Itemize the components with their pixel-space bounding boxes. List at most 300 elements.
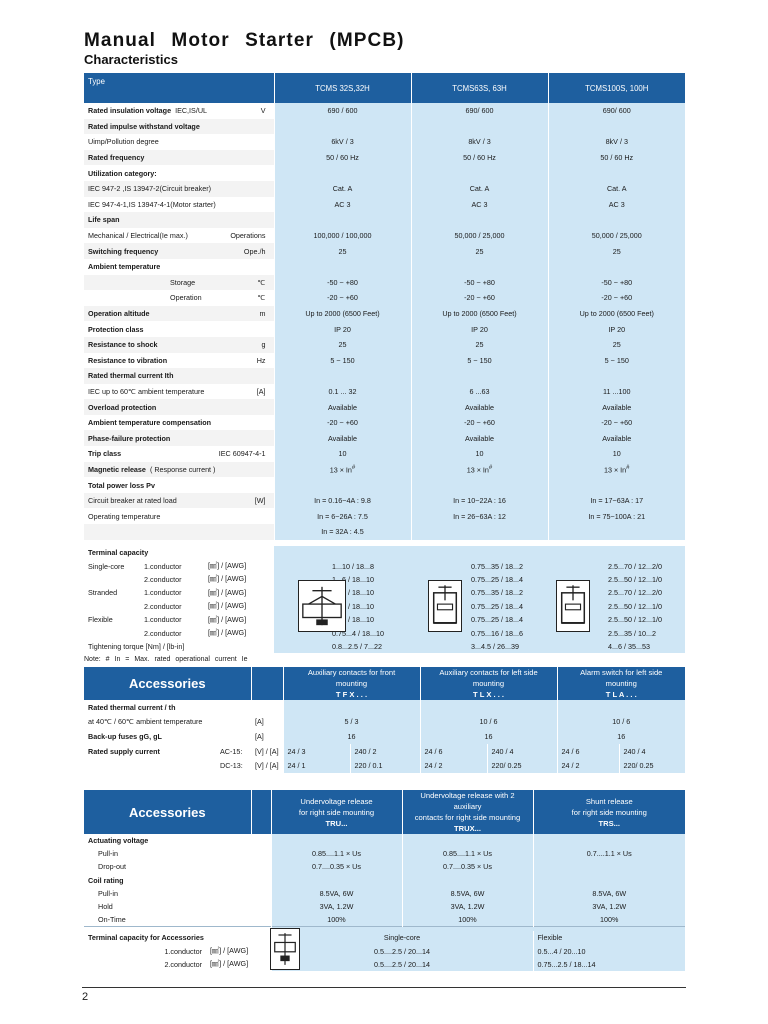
accessory-code: TRS... <box>598 818 621 828</box>
row-label <box>84 508 274 524</box>
value-cell <box>548 306 685 322</box>
group-label: Single-core <box>84 559 142 572</box>
row-label <box>84 197 274 213</box>
row-label: Pull-in <box>84 847 271 860</box>
value-cell: 0.5....2.5 / 20...14 <box>271 945 533 958</box>
accessory-code: T L X . . . <box>472 690 505 699</box>
value-cell: 2.5...50 / 12...1/0 <box>548 573 685 586</box>
table-row <box>84 446 685 462</box>
row-label <box>84 524 274 540</box>
value-cell: 0.7....0.35 × Us <box>271 860 402 873</box>
accessories-table-1 <box>84 667 685 773</box>
value-text: 0.1 ... 32 <box>328 386 357 396</box>
value-cell <box>548 508 685 524</box>
value-text: -20 ~ +60 <box>327 418 358 428</box>
value-cell <box>274 197 411 213</box>
value-cell <box>274 384 411 400</box>
row-label <box>84 150 274 166</box>
value-cell <box>411 243 548 259</box>
table-row <box>84 887 685 900</box>
table-row <box>84 715 685 730</box>
table-row <box>84 546 685 559</box>
unit-label <box>266 434 270 443</box>
value-text: 25 <box>475 340 484 350</box>
value-cell <box>411 430 548 446</box>
value-cell <box>548 119 685 135</box>
value-cell: 240 / 4 <box>487 744 557 759</box>
unit-label <box>266 481 270 490</box>
value-cell: 2.5...35 / 10...2 <box>548 626 685 639</box>
header-line: for right side mounting <box>571 807 647 817</box>
table-row <box>84 900 685 913</box>
value-text: In = 32A : 4.5 <box>321 527 364 537</box>
table-row <box>84 958 685 971</box>
value-cell: 8.5VA, 6W <box>533 887 685 900</box>
row-label-text: Operation <box>170 293 202 303</box>
row-label-suffix: IEC,IS/UL <box>175 106 208 116</box>
value-cell <box>411 337 548 353</box>
value-cell: 100% <box>271 913 402 926</box>
value-cell <box>548 524 685 540</box>
row-label-text: Overload protection <box>88 402 157 412</box>
group-label <box>84 573 142 586</box>
row-label-text: Total power loss Pv <box>88 480 155 490</box>
header-line: contacts for right side mounting <box>414 813 521 822</box>
value-text: 6kV / 3 <box>331 137 354 147</box>
value-cell <box>411 415 548 431</box>
row-label <box>84 384 274 400</box>
row-label-text: Circuit breaker at rated load <box>88 496 177 506</box>
value-cell: 0.75...25 / 18...4 <box>411 600 548 613</box>
row-label-text: Utilization category: <box>88 168 157 178</box>
value-cell <box>274 165 411 181</box>
row-label-text: Rated impulse withstand voltage <box>88 121 200 131</box>
row-label <box>84 243 274 259</box>
value-text: In = 10~22A : 16 <box>453 496 506 506</box>
value-cell <box>411 134 548 150</box>
value-cell <box>411 212 548 228</box>
terminal-box-icon <box>428 580 462 632</box>
row-label <box>84 477 274 493</box>
page-number: 2 <box>82 991 89 1003</box>
value-text: Cat. A <box>332 184 353 194</box>
unit-label: [㎟] / [AWG] <box>204 559 274 572</box>
table-row <box>84 197 685 213</box>
value-cell <box>411 524 548 540</box>
value-cell: 16 <box>420 729 557 744</box>
value-cell <box>274 150 411 166</box>
value-cell <box>548 353 685 369</box>
value-text: Available <box>327 402 358 412</box>
value-cell: 16 <box>283 729 420 744</box>
accessories-header-row <box>84 790 685 834</box>
table-row <box>84 834 685 847</box>
value-cell: 24 / 6 <box>420 744 487 759</box>
accessories-table-2 <box>84 790 685 971</box>
table-row <box>84 368 685 384</box>
value-cell <box>411 290 548 306</box>
value-text: Available <box>602 433 632 443</box>
unit-label: [V] / [A] <box>251 744 283 759</box>
model-header: TCMS 32S,32H <box>274 73 411 103</box>
terminal-box-icon <box>556 580 590 632</box>
row-label <box>84 415 274 431</box>
value-text: 25 <box>475 246 484 256</box>
value-cell: 3VA, 1.2W <box>402 900 533 913</box>
unit-label <box>266 512 270 521</box>
value-cell <box>274 430 411 446</box>
header-line: Alarm switch for left side <box>580 668 663 677</box>
value-text: 690 / 600 <box>327 106 358 116</box>
value-cell: 0.75...25 / 18...4 <box>411 573 548 586</box>
value-text: -20 ~ +60 <box>601 293 633 303</box>
conductor-label: 2.conductor <box>142 600 204 613</box>
row-label: Back-up fuses gG, gL <box>88 731 162 741</box>
row-label-text: Uimp/Pollution degree <box>88 137 159 147</box>
value-text: IP 20 <box>471 324 488 334</box>
value-cell: 24 / 1 <box>283 758 350 773</box>
table-row <box>84 384 685 400</box>
value-cell <box>274 181 411 197</box>
table-row <box>84 559 685 572</box>
row-label <box>84 259 274 275</box>
unit-label: [A] <box>251 715 283 730</box>
value-cell <box>274 493 411 509</box>
value-text: 10 <box>475 449 484 459</box>
row-label <box>84 103 274 119</box>
value-cell: 10 / 6 <box>557 715 685 730</box>
footnote-mark: # <box>626 464 630 471</box>
header-line: Undervoltage release with 2 auxiliary <box>420 791 515 811</box>
value-text: 50 / 60 Hz <box>326 153 359 163</box>
table-row <box>84 913 685 926</box>
value-cell <box>411 119 548 135</box>
value-text: 13 × In <box>603 465 627 475</box>
row-label-text: Resistance to shock <box>88 340 158 350</box>
row-label-text: Rated thermal current Ith <box>88 371 174 381</box>
value-text: 25 <box>338 340 347 350</box>
row-label-text: Operation altitude <box>88 309 150 319</box>
value-cell <box>411 353 548 369</box>
row-label-text: Switching frequency <box>88 246 159 256</box>
unit-label <box>266 137 270 146</box>
value-text: 100,000 / 100,000 <box>313 231 372 241</box>
unit-label: m <box>259 309 266 319</box>
group-label: Stranded <box>84 586 142 599</box>
value-cell: 10 / 6 <box>420 715 557 730</box>
value-cell: 1...10 / 18...8 <box>274 559 411 572</box>
unit-label <box>266 215 270 224</box>
value-cell <box>274 337 411 353</box>
value-text: 50,000 / 25,000 <box>591 231 642 241</box>
table-row <box>84 462 685 478</box>
table-row <box>84 430 685 446</box>
value-cell <box>411 306 548 322</box>
value-cell <box>274 306 411 322</box>
value-cell <box>411 259 548 275</box>
table-row <box>84 150 685 166</box>
value-text: IP 20 <box>334 324 351 334</box>
value-cell: 220/ 0.25 <box>487 758 557 773</box>
value-text: 50 / 60 Hz <box>463 153 496 163</box>
group-label <box>84 600 142 613</box>
value-text: 25 <box>612 246 621 256</box>
table-row <box>84 874 685 887</box>
table-row <box>84 847 685 860</box>
unit-label <box>266 184 270 193</box>
unit-label: Hz <box>256 355 266 365</box>
value-text: AC 3 <box>608 199 625 209</box>
value-cell <box>274 368 411 384</box>
value-cell <box>548 430 685 446</box>
value-text: 690/ 600 <box>465 106 494 116</box>
value-cell: 0.7....1.1 × Us <box>533 847 685 860</box>
value-text: In = 75~100A : 21 <box>588 511 646 521</box>
value-cell: 0.5....2.5 / 20...14 <box>271 958 533 971</box>
value-text: 5 ~ 150 <box>604 355 629 365</box>
unit-label <box>266 153 270 162</box>
value-cell <box>548 181 685 197</box>
characteristics-table <box>84 73 685 540</box>
value-cell <box>548 446 685 462</box>
unit-label <box>266 465 270 474</box>
value-cell: 0.75...25 / 18...4 <box>411 613 548 626</box>
row-label: On-Time <box>84 913 271 926</box>
row-label: Coil rating <box>88 875 124 885</box>
unit-label: Operations <box>230 231 266 241</box>
value-text: Cat. A <box>606 184 627 194</box>
value-cell: 16 <box>557 729 685 744</box>
row-label: 2.conductor <box>84 958 206 971</box>
value-cell: 1...6 / 18...10 <box>274 586 411 599</box>
value-cell <box>411 150 548 166</box>
value-text: 25 <box>338 246 347 256</box>
value-cell <box>274 212 411 228</box>
table-row <box>84 321 685 337</box>
unit-label: g <box>261 340 266 350</box>
row-label-text: Ambient temperature compensation <box>88 418 212 428</box>
row-label <box>84 399 274 415</box>
value-cell <box>411 181 548 197</box>
row-label-text: Operating temperature <box>88 511 161 521</box>
row-label: 1.conductor <box>84 945 206 958</box>
value-cell: 24 / 2 <box>557 758 619 773</box>
row-label-text: IEC 947-2 ,IS 13947-2(Circuit breaker) <box>88 184 212 194</box>
footnote-mark: # <box>488 464 493 471</box>
conductor-label: 1.conductor <box>142 586 204 599</box>
value-cell <box>548 384 685 400</box>
value-text: -20 ~ +60 <box>327 293 358 303</box>
table-row <box>84 626 685 639</box>
value-cell: 4...6 / 35...53 <box>548 640 685 653</box>
value-text: In = 6~26A : 7.5 <box>317 511 368 521</box>
terminal-title-text: Terminal capacity <box>88 548 149 558</box>
model-header: TCMS63S, 63H <box>411 73 548 103</box>
value-cell: 1...6 / 18...10 <box>274 600 411 613</box>
value-cell: 5 / 3 <box>283 715 420 730</box>
value-cell <box>274 243 411 259</box>
value-text: -20 ~ +60 <box>464 418 495 428</box>
table-row <box>84 353 685 369</box>
row-label: Terminal capacity for Accessories <box>88 933 204 943</box>
value-cell <box>274 446 411 462</box>
value-text: 5 ~ 150 <box>467 355 492 365</box>
table-row <box>84 729 685 744</box>
row-label-suffix: ( Response current ) <box>149 464 216 474</box>
value-cell <box>274 275 411 291</box>
row-label-text: Storage <box>170 277 196 287</box>
row-label: Pull-in <box>84 887 271 900</box>
value-text: 13 × In <box>466 465 489 475</box>
value-cell <box>548 165 685 181</box>
row-label-text: Trip class <box>88 449 122 459</box>
conductor-label: 1.conductor <box>142 559 204 572</box>
value-cell <box>548 103 685 119</box>
value-text: 6 ...63 <box>469 386 490 396</box>
table-row <box>84 744 685 759</box>
row-label <box>84 181 274 197</box>
group-label <box>84 626 142 639</box>
header-line: Shunt release <box>585 796 633 806</box>
unit-label <box>266 403 270 412</box>
row-label-text: Life span <box>88 215 120 225</box>
unit-label: Ope./h <box>243 246 266 256</box>
value-text: Up to 2000 (6500 Feet) <box>305 309 380 319</box>
value-cell: 220/ 0.25 <box>619 758 685 773</box>
row-label-text: Rated insulation voltage <box>88 106 172 116</box>
table-row <box>84 945 685 958</box>
value-text: Up to 2000 (6500 Feet) <box>579 309 654 319</box>
accessory-column-header <box>283 667 420 700</box>
value-cell <box>548 477 685 493</box>
value-text: AC 3 <box>334 199 351 209</box>
value-cell: 24 / 6 <box>557 744 619 759</box>
value-cell <box>274 134 411 150</box>
value-cell <box>274 321 411 337</box>
value-cell <box>548 368 685 384</box>
row-label <box>84 228 274 244</box>
row-label <box>84 119 274 135</box>
unit-label: [㎟] / [AWG] <box>206 958 271 971</box>
table-row <box>84 758 685 773</box>
conductor-label: 2.conductor <box>142 573 204 586</box>
value-cell <box>411 384 548 400</box>
row-label <box>84 275 274 291</box>
value-cell <box>411 368 548 384</box>
value-cell <box>548 134 685 150</box>
table-row <box>84 524 685 540</box>
accessories-title: Accessories <box>84 790 251 834</box>
row-label-text: Magnetic release <box>88 464 146 474</box>
value-cell: 24 / 3 <box>283 744 350 759</box>
table-row <box>84 165 685 181</box>
value-cell <box>548 290 685 306</box>
unit-label: [A] <box>251 729 283 744</box>
value-cell <box>548 212 685 228</box>
value-text: -50 ~ +80 <box>601 277 633 287</box>
row-label <box>84 462 274 478</box>
table-row <box>84 399 685 415</box>
footnote-mark: # <box>351 464 356 471</box>
value-cell: 0.75...4 / 18...10 <box>274 626 411 639</box>
value-cell <box>548 197 685 213</box>
value-text: -50 ~ +80 <box>327 277 358 287</box>
value-text: Available <box>327 433 358 443</box>
value-cell: 2.5...50 / 12...1/0 <box>548 613 685 626</box>
value-cell <box>411 399 548 415</box>
unit-label <box>266 262 270 271</box>
value-cell: 24 / 2 <box>420 758 487 773</box>
group-label: Flexible <box>84 613 142 626</box>
table-row <box>84 573 685 586</box>
row-label <box>84 165 274 181</box>
value-cell <box>274 477 411 493</box>
value-cell <box>411 228 548 244</box>
value-text: 50 / 60 Hz <box>600 153 634 163</box>
type-label: Type <box>84 73 274 103</box>
value-cell <box>411 462 548 478</box>
terminal-clamp-icon <box>298 580 346 632</box>
row-label-text: Resistance to vibration <box>88 355 168 365</box>
value-text: Cat. A <box>469 184 490 194</box>
value-cell: 2.5...50 / 12...1/0 <box>548 600 685 613</box>
unit-label: V <box>260 106 266 116</box>
value-cell: 0.75...35 / 18...2 <box>411 559 548 572</box>
accessory-code: T L A . . . <box>605 690 637 699</box>
row-label: Drop-out <box>84 860 271 873</box>
table-row <box>84 493 685 509</box>
table-row <box>84 228 685 244</box>
row-label-text: IEC 947-4-1,IS 13947-4-1(Motor starter) <box>88 199 216 209</box>
header-line: Auxiliary contacts for left side <box>439 668 538 677</box>
value-cell: 8.5VA, 6W <box>402 887 533 900</box>
table-row <box>84 212 685 228</box>
row-label-text: Mechanical / Electrical(Ie max.) <box>88 231 188 241</box>
unit-label <box>266 325 270 334</box>
page-subtitle: Characteristics <box>84 52 178 67</box>
value-cell: 240 / 4 <box>619 744 685 759</box>
row-label <box>84 290 274 306</box>
value-cell <box>411 321 548 337</box>
table-row <box>84 103 685 119</box>
value-cell: 3VA, 1.2W <box>271 900 402 913</box>
row-label-text: Protection class <box>88 324 144 334</box>
value-cell: 0.8...2.5 / 7...22 <box>274 640 411 653</box>
value-text: -20 ~ +60 <box>464 293 495 303</box>
header-line: for right side mounting <box>298 807 375 817</box>
value-cell: 3...4.5 / 26...39 <box>411 640 548 653</box>
value-cell <box>274 119 411 135</box>
value-cell <box>411 197 548 213</box>
table-row <box>84 134 685 150</box>
value-text: In = 17~63A : 17 <box>590 496 644 506</box>
table-row <box>84 860 685 873</box>
terminal-capacity-table <box>84 546 685 653</box>
unit-label: [㎟] / [AWG] <box>204 573 274 586</box>
unit-label: ℃ <box>257 293 266 303</box>
value-cell <box>274 290 411 306</box>
value-text: 25 <box>612 340 621 350</box>
row-label <box>84 446 274 462</box>
value-cell <box>274 228 411 244</box>
accessory-column-header <box>420 667 557 700</box>
row-label <box>84 134 274 150</box>
unit-label: [㎟] / [AWG] <box>206 945 271 958</box>
row-label <box>84 368 274 384</box>
row-label: Tightening torque [Nm] / [lb-in] <box>84 640 274 653</box>
value-text: 13 × In <box>329 465 352 475</box>
sub-label: AC-15: <box>216 744 251 759</box>
